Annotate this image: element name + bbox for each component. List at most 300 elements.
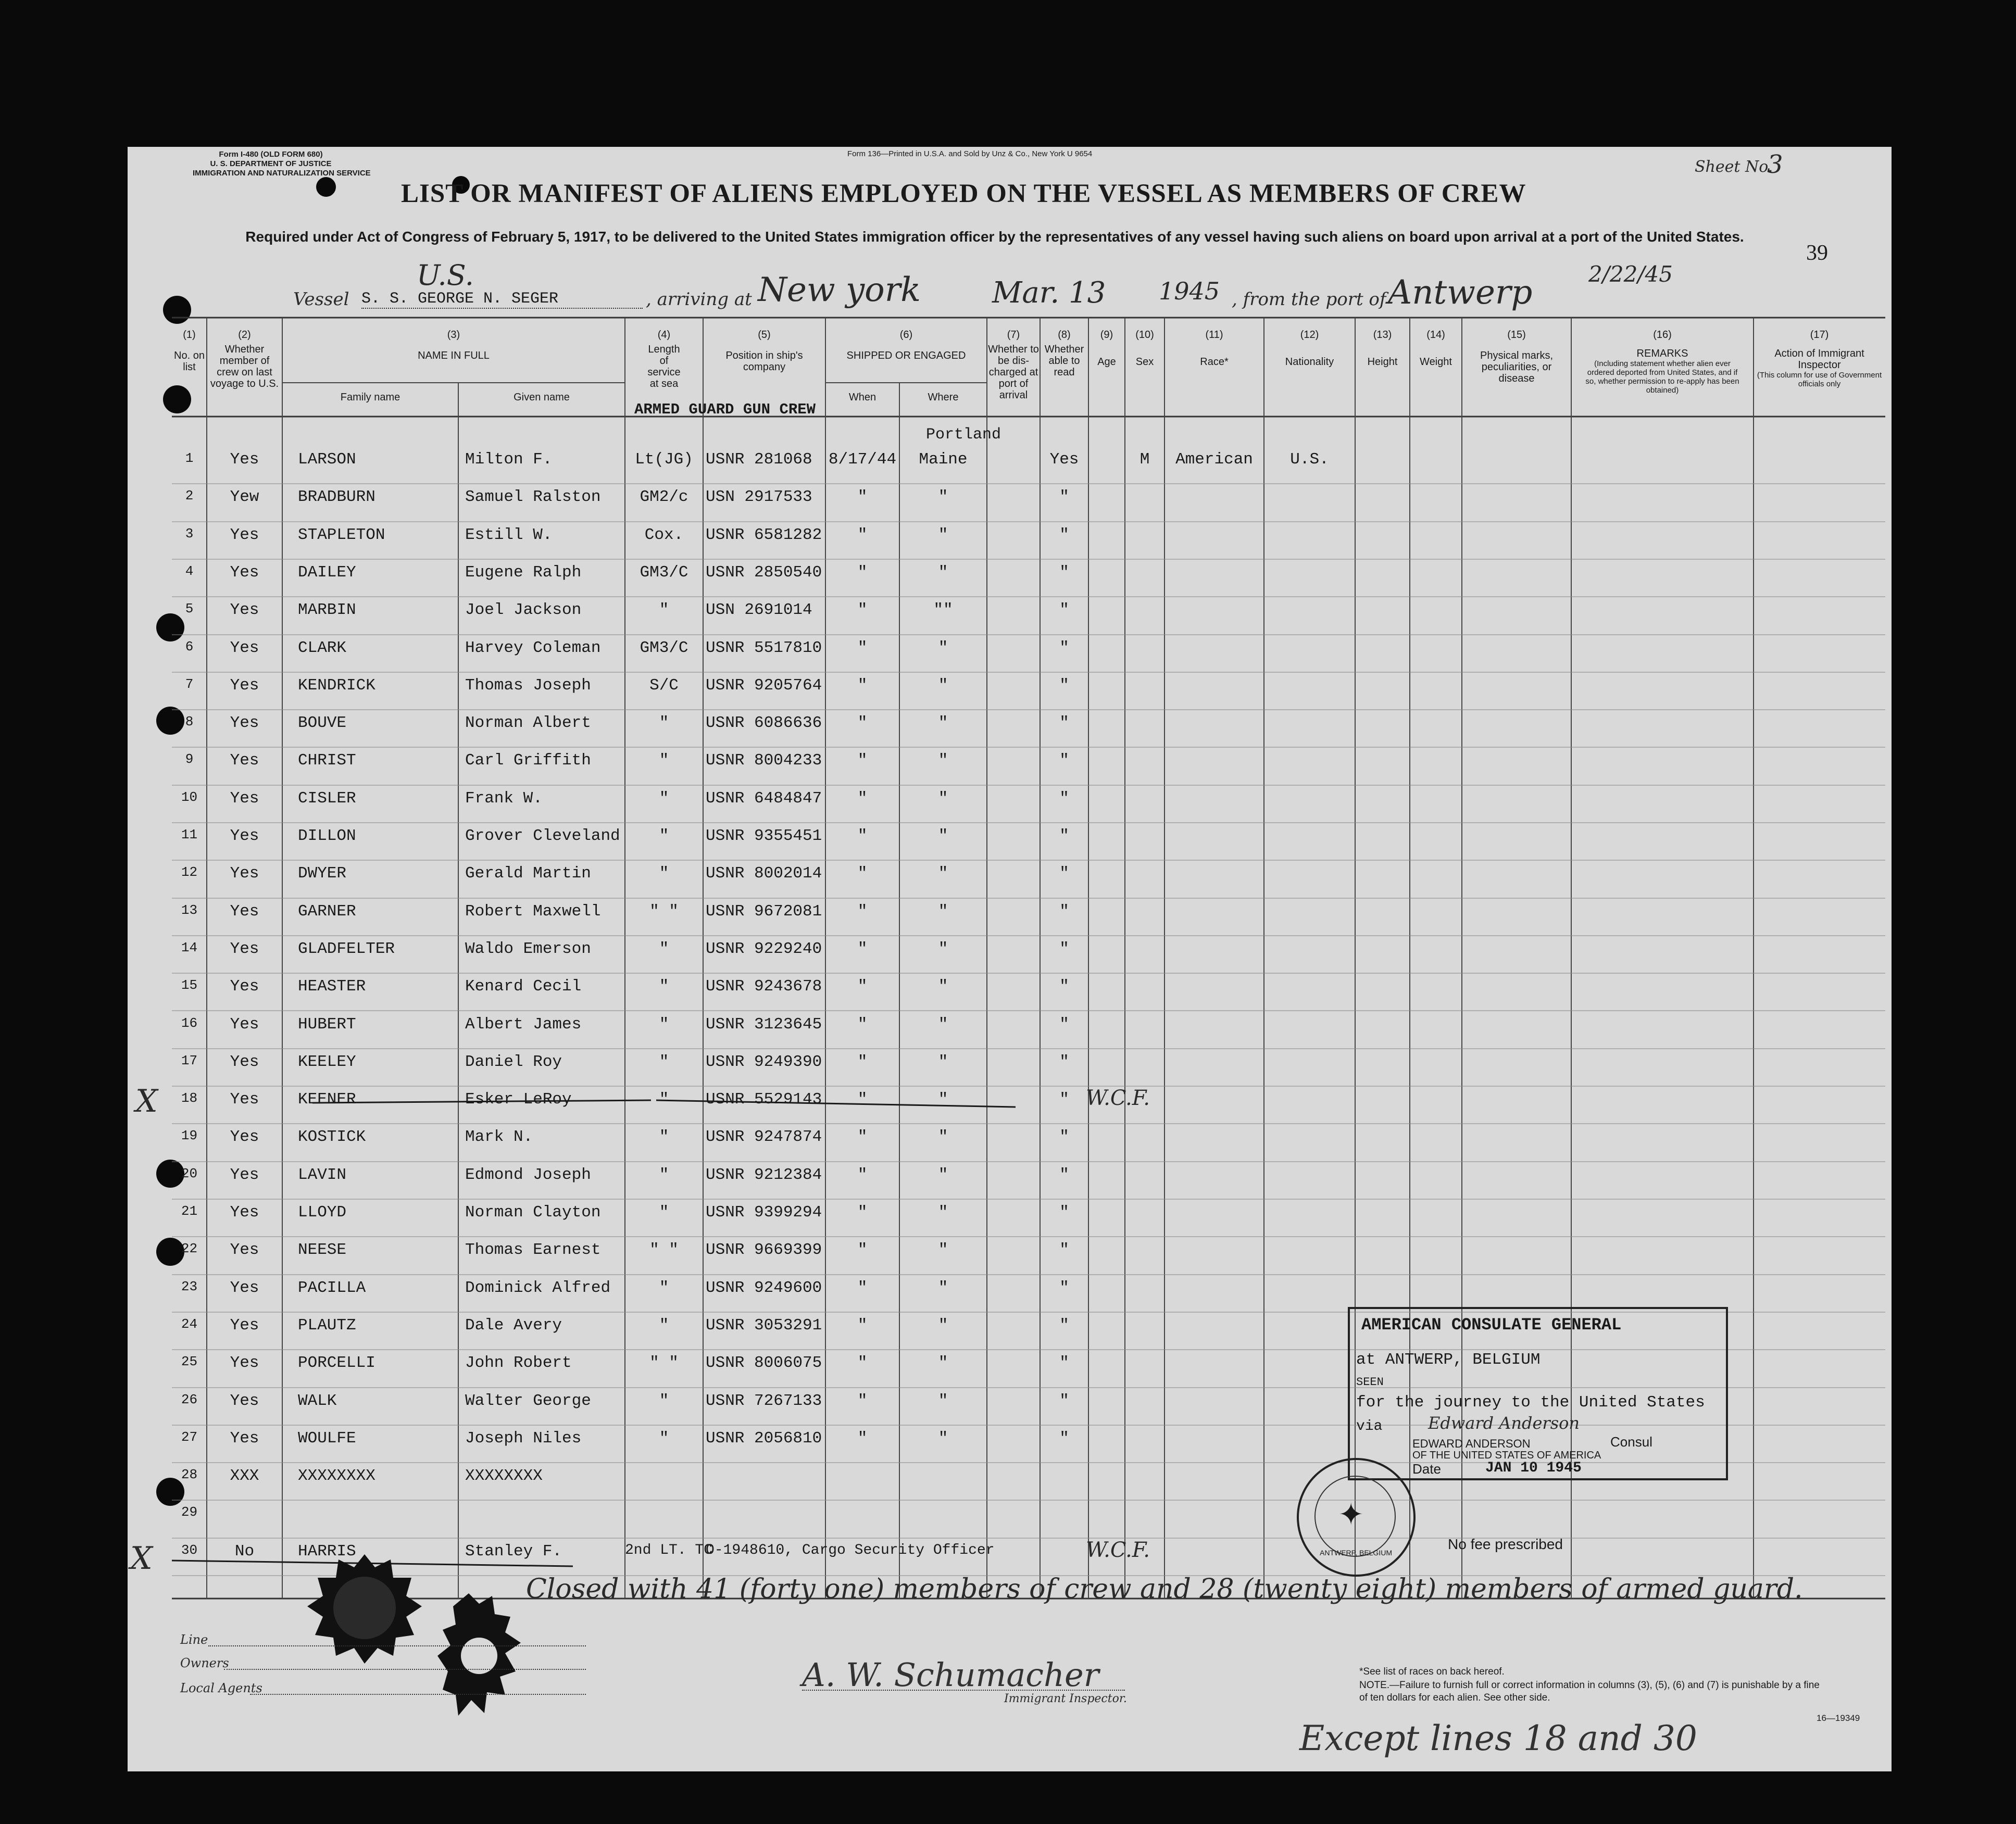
row-where: " bbox=[938, 639, 948, 657]
row-where: " bbox=[938, 1279, 948, 1297]
row-when: " bbox=[857, 639, 868, 657]
row-read: " bbox=[1059, 864, 1069, 883]
row-no: 29 bbox=[181, 1504, 198, 1520]
row-position: USNR 9212384 bbox=[706, 1166, 822, 1184]
row-where: " bbox=[938, 563, 948, 582]
row-no: 3 bbox=[185, 526, 194, 542]
row-when: " bbox=[857, 1241, 868, 1259]
stamp-country: OF THE UNITED STATES OF AMERICA bbox=[1412, 1450, 1601, 1461]
row-read: " bbox=[1059, 1053, 1069, 1071]
row-where: " bbox=[938, 1166, 948, 1184]
col-header-length bbox=[625, 329, 703, 389]
row-position: USNR 6484847 bbox=[706, 789, 822, 808]
row-sex: M bbox=[1140, 450, 1150, 469]
row-length: 2nd LT. TC bbox=[625, 1542, 713, 1558]
row-crew: Yes bbox=[230, 1128, 259, 1146]
row-length: " bbox=[659, 1053, 669, 1071]
col-sublabel: (Including statement whether alien ever ordered deported from United States, and if so, whether permission to re-apply has been obtained) bbox=[1585, 359, 1739, 395]
stamp-date: JAN 10 1945 bbox=[1485, 1460, 1582, 1476]
row-length: GM3/C bbox=[640, 563, 688, 582]
footer-agents-label: Local Agents bbox=[180, 1681, 262, 1695]
row-crew: Yew bbox=[230, 488, 259, 506]
arriving-label: , arriving at bbox=[646, 289, 752, 310]
row-position: USNR 9243678 bbox=[706, 977, 822, 996]
row-read: " bbox=[1059, 977, 1069, 996]
row-length: " bbox=[659, 714, 669, 732]
row-crew: Yes bbox=[230, 1354, 259, 1372]
row-where: " bbox=[938, 864, 948, 883]
row-where: " bbox=[938, 676, 948, 695]
row-family: KOSTICK bbox=[298, 1128, 366, 1146]
row-crew: No bbox=[234, 1542, 255, 1561]
col-label: No. on list bbox=[174, 350, 205, 373]
col-num: (9) bbox=[1100, 329, 1113, 341]
row-position: USNR 9669399 bbox=[706, 1241, 822, 1259]
row-where: "" bbox=[933, 601, 953, 619]
row-family: XXXXXXXX bbox=[298, 1467, 375, 1485]
row-position: USNR 6086636 bbox=[706, 714, 822, 732]
row-where: " bbox=[938, 1316, 948, 1335]
row-family: PORCELLI bbox=[298, 1354, 375, 1372]
races-note: *See list of races on back hereof. bbox=[1359, 1666, 1505, 1677]
consulate-stamp bbox=[1348, 1307, 1728, 1480]
row-where: " bbox=[938, 1354, 948, 1372]
row-when: " bbox=[857, 751, 868, 770]
stamp-signer: EDWARD ANDERSON bbox=[1412, 1437, 1531, 1450]
row-crew: Yes bbox=[230, 1203, 259, 1222]
col-header-when: When bbox=[848, 392, 876, 403]
row-length: " bbox=[659, 1166, 669, 1184]
row-where: " bbox=[938, 940, 948, 958]
row-crew: Yes bbox=[230, 601, 259, 619]
row-given: Frank W. bbox=[465, 789, 543, 808]
row-given: Joseph Niles bbox=[465, 1429, 582, 1448]
row-given: Norman Albert bbox=[465, 714, 591, 732]
col-label: Height bbox=[1367, 356, 1398, 368]
footer-note: NOTE.—Failure to furnish full or correct information in columns (3), (5), (6) and (7) is punishable by a fine of ten dollars for each alien. See other side. bbox=[1359, 1680, 1820, 1703]
row-family: HEASTER bbox=[298, 977, 366, 996]
col-label: Length of service at sea bbox=[647, 344, 681, 389]
row-where: " bbox=[938, 488, 948, 506]
row-given: Waldo Emerson bbox=[465, 940, 591, 958]
row-crew: Yes bbox=[230, 639, 259, 657]
row-length: " bbox=[659, 1203, 669, 1222]
col-header-given: Given name bbox=[514, 392, 570, 403]
row-family: CISLER bbox=[298, 789, 356, 808]
row-family: LARSON bbox=[298, 450, 356, 469]
col-num: (2) bbox=[238, 329, 251, 341]
row-read: Yes bbox=[1049, 450, 1079, 469]
row-read: " bbox=[1059, 563, 1069, 582]
row-family: KEENER bbox=[298, 1090, 356, 1109]
row-length: " bbox=[659, 1429, 669, 1448]
row-no: 12 bbox=[181, 864, 198, 880]
col-label: Position in ship's company bbox=[725, 350, 803, 373]
col-label: Weight bbox=[1420, 356, 1452, 368]
row-given: Samuel Ralston bbox=[465, 488, 601, 506]
row-length: " bbox=[659, 827, 669, 845]
row-family: KENDRICK bbox=[298, 676, 375, 695]
row-where: " bbox=[938, 526, 948, 544]
row-read: " bbox=[1059, 827, 1069, 845]
form-id-line: U. S. DEPARTMENT OF JUSTICE bbox=[210, 159, 332, 168]
col-header-sex bbox=[1125, 329, 1164, 368]
inspector-label: Immigrant Inspector. bbox=[1004, 1692, 1127, 1705]
row-where: " bbox=[938, 1128, 948, 1146]
row-crew: Yes bbox=[230, 827, 259, 845]
row-crew: Yes bbox=[230, 864, 259, 883]
footer-line-label: Line bbox=[180, 1632, 208, 1647]
row-position: USNR 9399294 bbox=[706, 1203, 822, 1222]
row-crew: Yes bbox=[230, 1279, 259, 1297]
row-read: " bbox=[1059, 1429, 1069, 1448]
row-crew: Yes bbox=[230, 1392, 259, 1410]
footer-owners-label: Owners bbox=[180, 1656, 229, 1670]
col-header-weight bbox=[1410, 329, 1462, 368]
row-family: LAVIN bbox=[298, 1166, 347, 1184]
row-where: " bbox=[938, 1015, 948, 1034]
row-crew: Yes bbox=[230, 789, 259, 808]
row-no: 17 bbox=[181, 1053, 198, 1068]
row-no: 16 bbox=[181, 1015, 198, 1031]
row-length: Cox. bbox=[644, 526, 684, 544]
row-no: 22 bbox=[181, 1241, 198, 1256]
engaged-place-top: Portland bbox=[926, 426, 1001, 444]
row-crew: Yes bbox=[230, 751, 259, 770]
page-subtitle: Required under Act of Congress of February 5, 1917, to be delivered to the United States immigration officer by the representatives of any vessel having such aliens on board upon arrival at a port of the United States. bbox=[245, 229, 1744, 245]
row-crew: Yes bbox=[230, 1316, 259, 1335]
row-when: " bbox=[857, 488, 868, 506]
col-label: NAME IN FULL bbox=[418, 350, 490, 361]
row-family: DWYER bbox=[298, 864, 347, 883]
stamp-date-label: Date bbox=[1412, 1461, 1441, 1477]
row-position: USNR 9205764 bbox=[706, 676, 822, 695]
stamp-line: at ANTWERP, BELGIUM bbox=[1356, 1351, 1541, 1369]
row-no: 14 bbox=[181, 940, 198, 955]
row-no: 9 bbox=[185, 751, 194, 767]
row-note: W.C.F. bbox=[1086, 1086, 1150, 1110]
row-family: PACILLA bbox=[298, 1279, 366, 1297]
row-no: 19 bbox=[181, 1128, 198, 1143]
row-position: USNR 8004233 bbox=[706, 751, 822, 770]
row-read: " bbox=[1059, 639, 1069, 657]
col-num: (3) bbox=[447, 329, 460, 341]
page-number: 39 bbox=[1806, 241, 1828, 265]
row-length: " bbox=[659, 789, 669, 808]
row-when: " bbox=[857, 563, 868, 582]
row-no: 5 bbox=[185, 601, 194, 617]
row-when: " bbox=[857, 977, 868, 996]
row-read: " bbox=[1059, 751, 1069, 770]
col-num: (14) bbox=[1426, 329, 1445, 341]
row-family: GLADFELTER bbox=[298, 940, 395, 958]
col-num: (1) bbox=[183, 329, 196, 341]
stamp-line: via bbox=[1356, 1418, 1383, 1435]
eagle-icon: ✦ bbox=[1338, 1498, 1364, 1532]
row-crew: Yes bbox=[230, 1053, 259, 1071]
row-family: HARRIS bbox=[298, 1542, 356, 1561]
col-num: (5) bbox=[758, 329, 771, 341]
col-header-race bbox=[1164, 329, 1264, 368]
row-length: " bbox=[659, 1128, 669, 1146]
row-length: " bbox=[659, 864, 669, 883]
col-num: (12) bbox=[1300, 329, 1319, 341]
row-where: " bbox=[938, 977, 948, 996]
row-position: USNR 9229240 bbox=[706, 940, 822, 958]
row-family: CLARK bbox=[298, 639, 347, 657]
col-num: (6) bbox=[899, 329, 913, 341]
row-position: USNR 5517810 bbox=[706, 639, 822, 657]
row-length: " bbox=[659, 1090, 669, 1109]
col-header-physical bbox=[1462, 329, 1571, 384]
row-crew: Yes bbox=[230, 1166, 259, 1184]
arrival-date: Mar. 13 bbox=[992, 276, 1106, 310]
row-read: " bbox=[1059, 1316, 1069, 1335]
stamp-line: SEEN bbox=[1356, 1376, 1384, 1389]
col-label: Physical marks, peculiarities, or disease bbox=[1480, 350, 1554, 384]
row-family: WALK bbox=[298, 1392, 337, 1410]
col-header-family: Family name bbox=[340, 392, 400, 403]
row-read: " bbox=[1059, 1354, 1069, 1372]
row-when: 8/17/44 bbox=[828, 450, 897, 469]
row-note: W.C.F. bbox=[1086, 1538, 1150, 1562]
row-crew: Yes bbox=[230, 563, 259, 582]
row-length: " bbox=[659, 1015, 669, 1034]
row-when: " bbox=[857, 1203, 868, 1222]
row-read: " bbox=[1059, 1166, 1069, 1184]
row-read: " bbox=[1059, 1128, 1069, 1146]
col-label: Nationality bbox=[1285, 356, 1334, 368]
row-read: " bbox=[1059, 1241, 1069, 1259]
row-where: " bbox=[938, 1429, 948, 1448]
col-label: Whether to be dis-charged at port of arrival bbox=[988, 344, 1039, 401]
row-read: " bbox=[1059, 676, 1069, 695]
row-given: Walter George bbox=[465, 1392, 591, 1410]
row-read: " bbox=[1059, 789, 1069, 808]
row-no: 30 bbox=[181, 1542, 198, 1558]
row-given: Estill W. bbox=[465, 526, 553, 544]
row-read: " bbox=[1059, 940, 1069, 958]
row-position: USN 2691014 bbox=[706, 601, 812, 619]
row-no: 26 bbox=[181, 1392, 198, 1407]
row-where: " bbox=[938, 1203, 948, 1222]
col-label: Age bbox=[1097, 356, 1116, 368]
page-title: LIST OR MANIFEST OF ALIENS EMPLOYED ON THE VESSEL AS MEMBERS OF CREW bbox=[401, 179, 1526, 208]
seal-text: ANTWERP, BELGIUM bbox=[1320, 1549, 1392, 1557]
row-given: Dale Avery bbox=[465, 1316, 562, 1335]
col-num: (17) bbox=[1810, 329, 1829, 341]
row-length: " " bbox=[649, 902, 679, 921]
row-no: 4 bbox=[185, 563, 194, 579]
col-num: (16) bbox=[1653, 329, 1672, 341]
row-where: " bbox=[938, 1241, 948, 1259]
col-label: Sex bbox=[1135, 356, 1154, 368]
row-no: 10 bbox=[181, 789, 198, 805]
row-given: Edmond Joseph bbox=[465, 1166, 591, 1184]
vessel-handwritten: U.S. bbox=[417, 259, 474, 292]
col-num: (7) bbox=[1007, 329, 1020, 341]
row-crew: XXX bbox=[230, 1467, 259, 1485]
row-where: " bbox=[938, 1090, 948, 1109]
col-header-position bbox=[703, 329, 825, 373]
row-where: " bbox=[938, 1392, 948, 1410]
strike-mark: X bbox=[135, 1083, 158, 1119]
row-read: " bbox=[1059, 1090, 1069, 1109]
row-crew: Yes bbox=[230, 1015, 259, 1034]
row-read: " bbox=[1059, 1203, 1069, 1222]
row-crew: Yes bbox=[230, 526, 259, 544]
stamp-line: AMERICAN CONSULATE GENERAL bbox=[1361, 1315, 1622, 1335]
row-no: 25 bbox=[181, 1354, 198, 1369]
row-crew: Yes bbox=[230, 676, 259, 695]
row-when: " bbox=[857, 1316, 868, 1335]
section-label: ARMED GUARD GUN CREW bbox=[634, 401, 816, 418]
row-position: USNR 9249600 bbox=[706, 1279, 822, 1297]
row-when: " bbox=[857, 1128, 868, 1146]
row-crew: Yes bbox=[230, 1429, 259, 1448]
row-when: " bbox=[857, 827, 868, 845]
embossed-seal-right bbox=[437, 1588, 531, 1744]
row-family: WOULFE bbox=[298, 1429, 356, 1448]
col-label: REMARKS bbox=[1636, 348, 1688, 359]
row-no: 24 bbox=[181, 1316, 198, 1332]
col-header-action bbox=[1754, 329, 1885, 388]
closing-note: Closed with 41 (forty one) members of crew and 28 (twenty eight) members of armed guard. bbox=[526, 1574, 1803, 1605]
col-num: (15) bbox=[1507, 329, 1526, 341]
row-position: USNR 7267133 bbox=[706, 1392, 822, 1410]
row-given: Robert Maxwell bbox=[465, 902, 601, 921]
row-position: USNR 9247874 bbox=[706, 1128, 822, 1146]
row-crew: Yes bbox=[230, 940, 259, 958]
row-position: USNR 3053291 bbox=[706, 1316, 822, 1335]
row-where: " bbox=[938, 902, 948, 921]
row-given: Esker LeRoy bbox=[465, 1090, 572, 1109]
departure-date: 2/22/45 bbox=[1588, 261, 1673, 287]
row-where: " bbox=[938, 751, 948, 770]
row-when: " bbox=[857, 1090, 868, 1109]
stamp-signature: Edward Anderson bbox=[1428, 1413, 1580, 1433]
col-header-where: Where bbox=[928, 392, 959, 403]
row-no: 21 bbox=[181, 1203, 198, 1219]
row-read: " bbox=[1059, 714, 1069, 732]
row-no: 6 bbox=[185, 639, 194, 655]
col-num: (4) bbox=[657, 329, 671, 341]
row-where: Maine bbox=[919, 450, 968, 469]
row-given: Mark N. bbox=[465, 1128, 533, 1146]
row-given: Gerald Martin bbox=[465, 864, 591, 883]
row-no: 15 bbox=[181, 977, 198, 993]
row-length: " bbox=[659, 751, 669, 770]
vessel-label: Vessel bbox=[293, 289, 349, 310]
stamp-line: for the journey to the United States bbox=[1356, 1393, 1705, 1412]
row-no: 27 bbox=[181, 1429, 198, 1445]
row-position: USNR 281068 bbox=[706, 450, 812, 469]
row-when: " bbox=[857, 676, 868, 695]
no-fee: No fee prescribed bbox=[1448, 1536, 1563, 1552]
arriving-at: New york bbox=[758, 271, 921, 309]
row-nationality: U.S. bbox=[1290, 450, 1329, 469]
row-race: American bbox=[1175, 450, 1253, 469]
row-family: MARBIN bbox=[298, 601, 356, 619]
col-sublabel: (This column for use of Government officials only bbox=[1757, 371, 1882, 388]
row-length: " bbox=[659, 601, 669, 619]
row-given: Daniel Roy bbox=[465, 1053, 562, 1071]
row-given: Dominick Alfred bbox=[465, 1279, 611, 1297]
row-given: Kenard Cecil bbox=[465, 977, 582, 996]
row-when: " bbox=[857, 1053, 868, 1071]
row-family: PLAUTZ bbox=[298, 1316, 356, 1335]
row-when: " bbox=[857, 902, 868, 921]
col-header-discharged bbox=[987, 329, 1040, 401]
row-position: USNR 9355451 bbox=[706, 827, 822, 845]
col-num: (10) bbox=[1135, 329, 1154, 341]
row-when: " bbox=[857, 1429, 868, 1448]
row-read: " bbox=[1059, 1392, 1069, 1410]
row-no: 7 bbox=[185, 676, 194, 692]
row-given: Grover Cleveland bbox=[465, 827, 620, 845]
row-read: " bbox=[1059, 601, 1069, 619]
row-where: " bbox=[938, 1053, 948, 1071]
row-crew: Yes bbox=[230, 902, 259, 921]
col-header-age bbox=[1088, 329, 1125, 368]
row-no: 20 bbox=[181, 1166, 198, 1181]
row-when: " bbox=[857, 789, 868, 808]
row-length: S/C bbox=[649, 676, 679, 695]
stamp-signer-title: Consul bbox=[1610, 1434, 1652, 1450]
row-family: LLOYD bbox=[298, 1203, 347, 1222]
row-where: " bbox=[938, 789, 948, 808]
col-label: Action of Immigrant Inspector bbox=[1774, 348, 1864, 371]
row-given: Harvey Coleman bbox=[465, 639, 601, 657]
inspector-signature: A. W. Schumacher bbox=[802, 1656, 1099, 1694]
row-given: Joel Jackson bbox=[465, 601, 582, 619]
row-length: " bbox=[659, 977, 669, 996]
from-port: Antwerp bbox=[1388, 273, 1533, 312]
row-given: Milton F. bbox=[465, 450, 553, 469]
row-read: " bbox=[1059, 526, 1069, 544]
row-family: BOUVE bbox=[298, 714, 347, 732]
row-length: GM3/C bbox=[640, 639, 688, 657]
form-id-line: Form I-480 (OLD FORM 680) bbox=[219, 150, 323, 159]
col-header-read bbox=[1040, 329, 1088, 378]
row-position: USNR 2850540 bbox=[706, 563, 822, 582]
row-crew: Yes bbox=[230, 1090, 259, 1109]
row-given: Carl Griffith bbox=[465, 751, 591, 770]
row-given: XXXXXXXX bbox=[465, 1467, 543, 1485]
row-given: John Robert bbox=[465, 1354, 572, 1372]
row-family: CHRIST bbox=[298, 751, 356, 770]
strike-mark: X bbox=[130, 1540, 153, 1577]
row-given: Albert James bbox=[465, 1015, 582, 1034]
row-family: DILLON bbox=[298, 827, 356, 845]
col-label: SHIPPED OR ENGAGED bbox=[846, 350, 966, 361]
form-code: 16—19349 bbox=[1817, 1713, 1860, 1723]
row-crew: Yes bbox=[230, 450, 259, 469]
col-num: (13) bbox=[1373, 329, 1392, 341]
col-header-name bbox=[282, 329, 625, 361]
row-crew: Yes bbox=[230, 1241, 259, 1259]
row-position: USN 2917533 bbox=[706, 488, 812, 506]
col-num: (11) bbox=[1205, 329, 1223, 341]
vessel-name: S. S. GEORGE N. SEGER bbox=[361, 290, 643, 309]
row-when: " bbox=[857, 1392, 868, 1410]
col-header-nationality bbox=[1264, 329, 1355, 368]
row-no: 18 bbox=[181, 1090, 198, 1106]
row-length: " " bbox=[649, 1354, 679, 1372]
row-length: GM2/c bbox=[640, 488, 688, 506]
row-no: 1 bbox=[185, 450, 194, 466]
row-read: " bbox=[1059, 1015, 1069, 1034]
